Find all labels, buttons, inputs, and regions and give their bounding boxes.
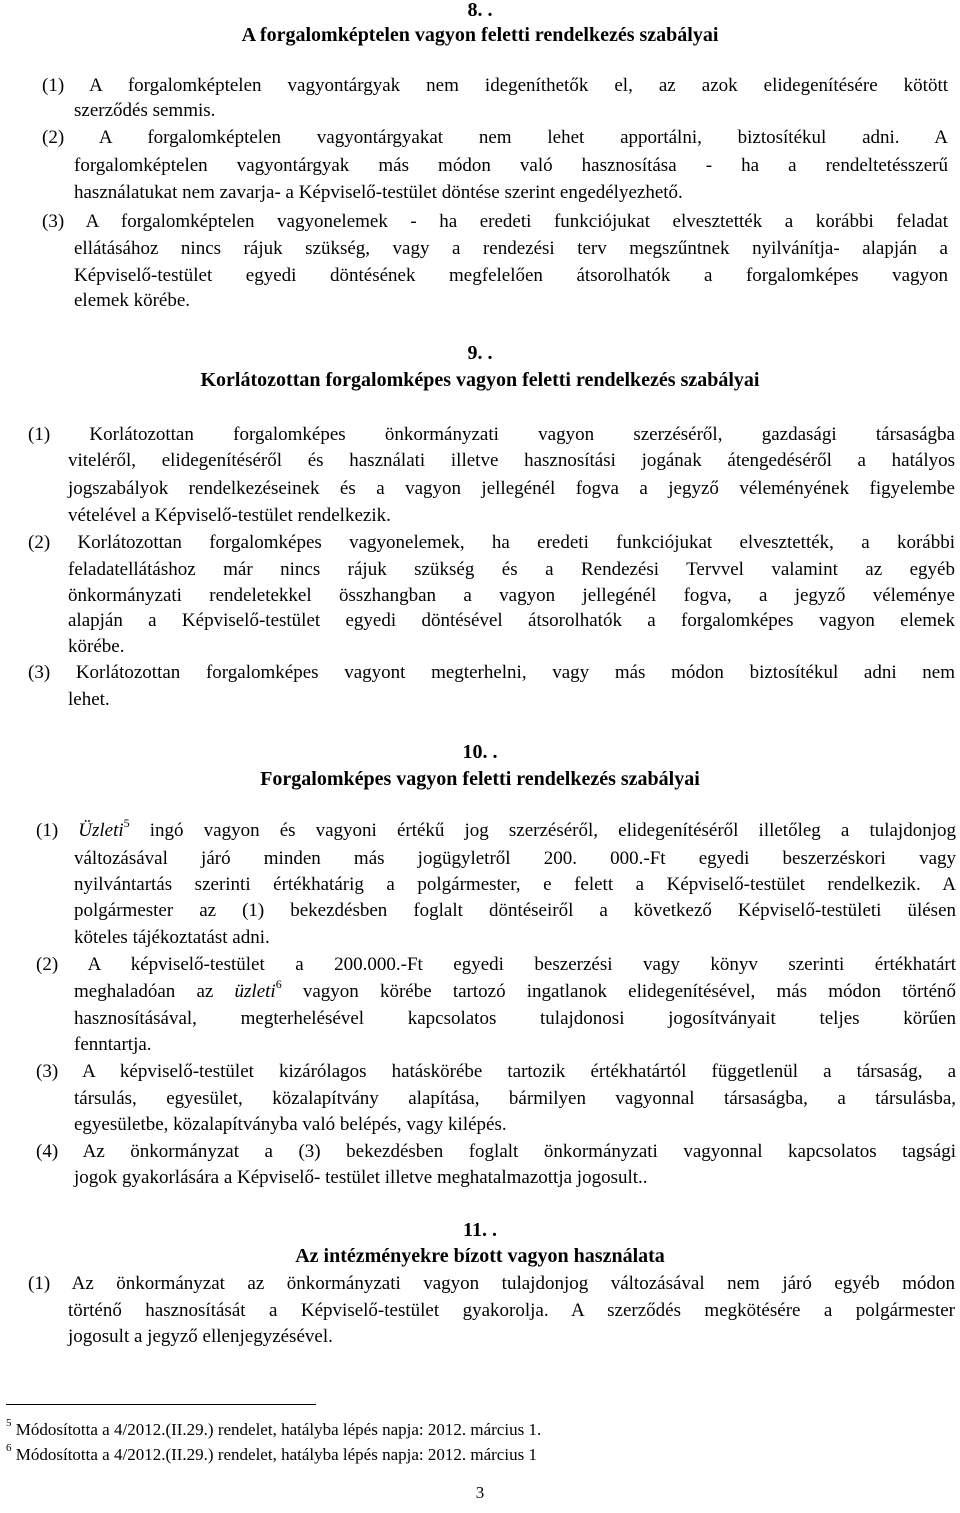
paragraph-line: vételével a Képviselő-testület rendelkezik.: [68, 505, 391, 526]
section-title: Forgalomképes vagyon feletti rendelkezés szabályai: [260, 768, 700, 790]
section-number: 8. .: [467, 0, 493, 21]
paragraph-line: szerződés semmis.: [74, 100, 216, 121]
paragraph-line: társulás, egyesület, közalapítvány alapítása, bármilyen vagyonnal társaságba, a társulásba,: [74, 1088, 956, 1109]
section-number: 11. .: [463, 1219, 497, 1241]
paragraph-line: [74, 977, 957, 1003]
paragraph-line: (4) Az önkormányzat a (3) bekezdésben foglalt önkormányzati vagyonnal kapcsolatos tagsági: [36, 1141, 956, 1162]
paragraph-line: lehet.: [68, 689, 110, 710]
paragraph-line: nyilvántartás szerinti értékhatárig a polgármester, e felett a Képviselő-testület rendelkezik. A: [74, 874, 956, 895]
paragraph-line: (2) Korlátozottan forgalomképes vagyonelemek, ha eredeti funkciójukat elvesztették, a korábbi: [28, 532, 955, 553]
footnote-text: Módosította a 4/2012.(II.29.) rendelet, hatályba lépés napja: 2012. március 1: [11, 1445, 537, 1464]
paragraph-line: hasznosításával, megterhelésével kapcsolatos tulajdonosi jogosítványait teljes körűen: [74, 1008, 956, 1029]
paragraph-line: (1) Az önkormányzat az önkormányzati vagyon tulajdonjog változásával nem járó egyéb módon: [28, 1273, 955, 1294]
paragraph-line: körébe.: [68, 636, 125, 657]
footnote-number: 6: [6, 1442, 12, 1454]
paragraph-line: egyesületbe, közalapítványba való belépés, vagy kilépés.: [74, 1114, 507, 1135]
paragraph-line: jogok gyakorlására a Képviselő- testület illetve meghatalmazottja jogosult..: [74, 1167, 648, 1188]
footnote-separator: [6, 1404, 316, 1405]
footnote-number: 5: [6, 1417, 12, 1429]
paragraph-line: elemek körébe.: [74, 290, 191, 311]
footnote: [6, 1442, 537, 1465]
paragraph-line: Képviselő-testület egyedi döntésének megfelelően átsorolhatók a forgalomképes vagyon: [74, 265, 948, 286]
paragraph-line: történő hasznosítását a Képviselő-testület gyakorolja. A szerződés megkötésére a polgármester: [68, 1300, 955, 1321]
paragraph-line: önkormányzati rendeletekkel összhangban a vagyon jellegénél fogva, a jegyző véleménye: [68, 585, 955, 606]
paragraph-line: változásával járó minden más jogügyletről 200. 000.-Ft egyedi beszerzéskori vagy: [74, 848, 956, 869]
paragraph-line: (3) Korlátozottan forgalomképes vagyont megterhelni, vagy más módon biztosítékul adni nem: [28, 662, 955, 683]
paragraph-line: (1) Korlátozottan forgalomképes önkormányzati vagyon szerzéséről, gazdasági társaságba: [28, 424, 955, 445]
section-number: 9. .: [467, 342, 493, 364]
paragraph-text: vagyon körébe tartozó ingatlanok elidegenítésével, más módon történő: [281, 981, 957, 1002]
section-title: Korlátozottan forgalomképes vagyon feletti rendelkezés szabályai: [200, 369, 760, 391]
paragraph-line: használatukat nem zavarja- a Képviselő-testület döntése szerint engedélyezhető.: [74, 182, 683, 203]
paragraph-line: (2) A forgalomképtelen vagyontárgyakat nem lehet apportálni, biztosítékul adni. A: [42, 127, 948, 148]
paragraph-line: viteléről, elidegenítéséről és használati illetve hasznosítási jogának átengedéséről a hatályos: [68, 450, 955, 471]
paragraph-line: köteles tájékoztatást adni.: [74, 927, 270, 948]
paragraph-line: alapján a Képviselő-testület egyedi döntésével átsorolhatók a forgalomképes vagyon elemek: [68, 610, 955, 631]
paragraph-line: [36, 816, 956, 842]
page-number: 3: [475, 1483, 485, 1502]
section-title: A forgalomképtelen vagyon feletti rendelkezés szabályai: [241, 24, 719, 46]
footnote-ref: 5: [123, 816, 130, 830]
paragraph-text: meghaladóan az: [74, 981, 235, 1002]
paragraph-line: forgalomképtelen vagyontárgyak más módon való hasznosítása - ha a rendeltetésszerű: [74, 155, 948, 176]
footnote-ref: 6: [275, 977, 282, 991]
paragraph-line: (2) A képviselő-testület a 200.000.-Ft egyedi beszerzési vagy könyv szerinti értékhatárt: [36, 954, 956, 975]
paragraph-line: feladatellátáshoz már nincs rájuk szükség és a Rendezési Tervvel valamint az egyéb: [68, 559, 955, 580]
section-title: Az intézményekre bízott vagyon használata: [295, 1245, 665, 1267]
paragraph-line: ellátásához nincs rájuk szükség, vagy a rendezési terv megszűntnek nyilvánítja- alapján a: [74, 238, 948, 259]
paragraph-text: ingó vagyon és vagyoni értékű jog szerzéséről, elidegenítéséről illetőleg a tulajdonjog: [129, 820, 956, 841]
footnote: [6, 1417, 542, 1440]
paragraph-line: (3) A forgalomképtelen vagyonelemek - ha eredeti funkciójukat elvesztették a korábbi feladat: [42, 211, 948, 232]
paragraph-line: polgármester az (1) bekezdésben foglalt döntéseiről a következő Képviselő-testületi ülésen: [74, 900, 956, 921]
paragraph-line: jogszabályok rendelkezéseinek és a vagyon jellegénél fogva a jegyző véleményének figyelembe: [68, 478, 955, 499]
paragraph-number: (1): [36, 820, 79, 841]
section-number: 10. .: [462, 741, 498, 763]
italic-term: Üzleti: [78, 820, 124, 841]
paragraph-line: (1) A forgalomképtelen vagyontárgyak nem idegeníthetők el, az azok elidegenítésére kötött: [42, 75, 948, 96]
paragraph-line: fenntartja.: [74, 1034, 152, 1055]
paragraph-line: jogosult a jegyző ellenjegyzésével.: [68, 1326, 333, 1347]
italic-term: üzleti: [234, 981, 276, 1002]
footnote-text: Módosította a 4/2012.(II.29.) rendelet, hatályba lépés napja: 2012. március 1.: [11, 1420, 542, 1439]
paragraph-line: (3) A képviselő-testület kizárólagos hatáskörébe tartozik értékhatártól függetlenül a társaság, a: [36, 1061, 956, 1082]
